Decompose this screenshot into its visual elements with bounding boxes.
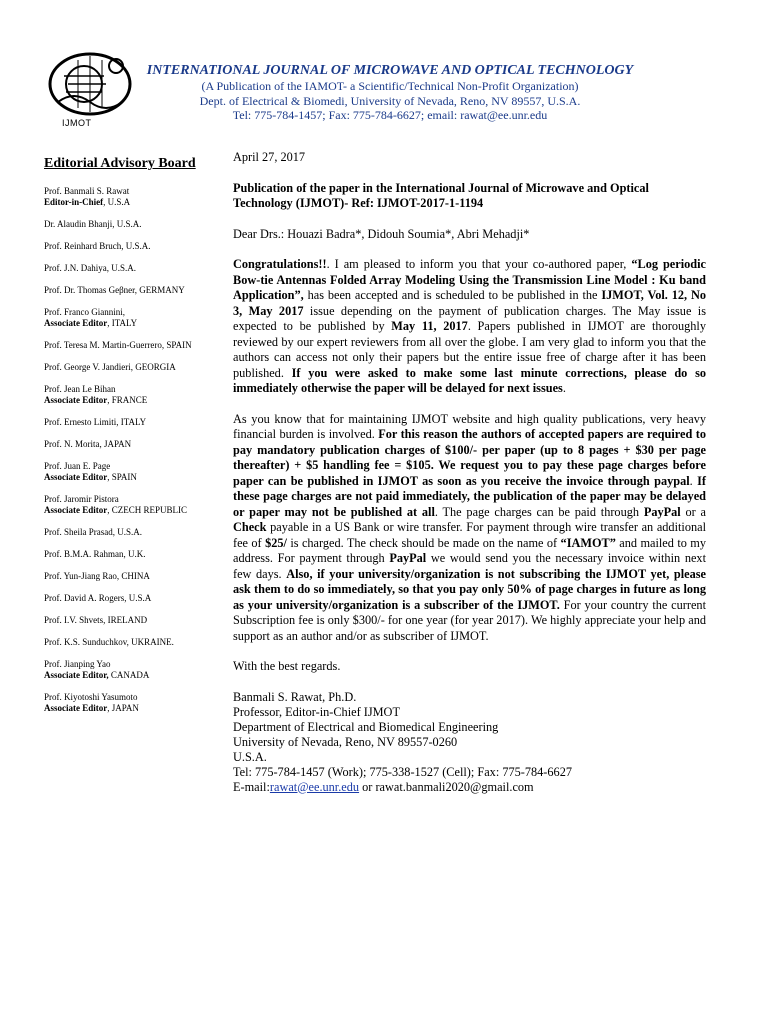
member-role: Associate Editor, FRANCE bbox=[44, 395, 148, 405]
board-heading: Editorial Advisory Board bbox=[44, 156, 196, 171]
member-name: Prof. Kiyotoshi Yasumoto bbox=[44, 692, 138, 702]
member-role: Editor-in-Chief, U.S.A bbox=[44, 197, 131, 207]
member-name: Prof. K.S. Sunduchkov, UKRAINE. bbox=[44, 637, 174, 647]
journal-title: INTERNATIONAL JOURNAL OF MICROWAVE AND OPTICAL TECHNOLOGY bbox=[146, 63, 634, 78]
editorial-board bbox=[44, 156, 224, 725]
member-name: Prof. Ernesto Limiti, ITALY bbox=[44, 417, 147, 427]
address-line: Dept. of Electrical & Biomedi, University of Nevada, Reno, NV 89557, U.S.A. bbox=[199, 93, 581, 108]
board-member bbox=[44, 549, 224, 560]
signer-country: U.S.A. bbox=[233, 749, 267, 764]
board-member bbox=[44, 659, 224, 681]
board-member bbox=[44, 241, 224, 252]
signer-tel: Tel: 775-784-1457 (Work); 775-338-1527 (Cell); Fax: 775-784-6627 bbox=[233, 764, 572, 779]
logo-label: IJMOT bbox=[62, 118, 92, 128]
member-name: Prof. Banmali S. Rawat bbox=[44, 186, 130, 196]
board-member bbox=[44, 362, 224, 373]
board-member bbox=[44, 219, 224, 230]
member-name: Prof. Juan E. Page bbox=[44, 461, 111, 471]
signer-name: Banmali S. Rawat, Ph.D. bbox=[233, 689, 357, 704]
member-role: Associate Editor, CZECH REPUBLIC bbox=[44, 505, 188, 515]
board-member bbox=[44, 417, 224, 428]
letter-body bbox=[233, 150, 706, 795]
letter-subject: Publication of the paper in the International Journal of Microwave and Optical Technology (IJMOT)- Ref: IJMOT-2017-1-1194 bbox=[233, 180, 649, 210]
board-member bbox=[44, 494, 224, 516]
paragraph-acceptance: Congratulations!!. I am pleased to inform you that your co-authored paper, “Log periodic Bow-tie Antennas Folded Array Modeling Using the Transmission Line Model : Ku band Application”, has been accepted and is scheduled to be published in the IJMOT, Vol. 12, No 3, May 2017 issue depending on the payment of publication charges. The May issue is expected to be published by May 11, 2017. Papers published in IJMOT are thoroughly reviewed by our expert reviewers from all over the globe. I am very glad to inform you that the authors can access not only their papers but the entire issue free of charge after it has been published. If you were asked to make some last minute corrections, please do so immediately otherwise the paper will be delayed for next issues. bbox=[233, 257, 707, 395]
publisher-line: (A Publication of the IAMOT- a Scientific/Technical Non-Profit Organization) bbox=[201, 79, 579, 93]
ijmot-logo-icon bbox=[44, 46, 140, 124]
board-member bbox=[44, 186, 224, 208]
board-member bbox=[44, 692, 224, 714]
member-role: Associate Editor, JAPAN bbox=[44, 703, 139, 713]
member-name: Prof. Teresa M. Martin-Guerrero, SPAIN bbox=[44, 340, 192, 350]
signer-dept: Department of Electrical and Biomedical Engineering bbox=[233, 719, 499, 734]
member-name: Prof. N. Morita, JAPAN bbox=[44, 439, 132, 449]
member-name: Prof. David A. Rogers, U.S.A bbox=[44, 593, 152, 603]
member-name: Prof. B.M.A. Rahman, U.K. bbox=[44, 549, 146, 559]
member-name: Prof. J.N. Dahiya, U.S.A. bbox=[44, 263, 136, 273]
board-member bbox=[44, 340, 224, 351]
member-name: Prof. Sheila Prasad, U.S.A. bbox=[44, 527, 142, 537]
board-member bbox=[44, 285, 224, 296]
board-member bbox=[44, 439, 224, 450]
signer-title: Professor, Editor-in-Chief IJMOT bbox=[233, 704, 400, 719]
member-role: Associate Editor, SPAIN bbox=[44, 472, 137, 482]
member-name: Prof. Reinhard Bruch, U.S.A. bbox=[44, 241, 151, 251]
board-member bbox=[44, 571, 224, 582]
member-name: Prof. Jianping Yao bbox=[44, 659, 111, 669]
member-name: Prof. Jaromir Pistora bbox=[44, 494, 119, 504]
board-member bbox=[44, 263, 224, 274]
member-name: Prof. Dr. Thomas Geβner, GERMANY bbox=[44, 285, 185, 295]
board-member bbox=[44, 637, 224, 648]
letterhead bbox=[140, 62, 640, 123]
salutation: Dear Drs.: Houazi Badra*, Didouh Soumia*, Abri Mehadji* bbox=[233, 226, 530, 241]
paragraph-charges: As you know that for maintaining IJMOT website and high quality publications, very heavy financial burden is involved. For this reason the authors of accepted papers are required to pay mandatory publication charges of $100/- per paper (up to 8 pages + $30 per page thereafter) + $5 handling fee = $105. We request you to pay these page charges before paper can be published in IJMOT as soon as you receive the invoice through paypal. If these page charges are not paid immediately, the publication of the paper may be delayed or paper may not be published at all. The page charges can be paid through PayPal or a Check payable in a US Bank or wire transfer. For payment through wire transfer an additional fee of $25/ is charged. The check should be made on the name of “IAMOT” and mailed to my address. For payment through PayPal we would send you the necessary invoice within next few days. Also, if your university/organization is not subscribing the IJMOT yet, please ask them to do so immediately, so that you pay only 50% of page charges in future as long as your university/organization is a subscriber of the IJMOT. For your country the current Subscription fee is only $300/- for one year (for year 2017). We highly appreciate your help and support as an author and/or as subscriber of IJMOT. bbox=[233, 411, 707, 643]
signer-email: E-mail:rawat@ee.unr.edu or rawat.banmali2020@gmail.com bbox=[233, 779, 534, 794]
member-name: Prof. I.V. Shvets, IRELAND bbox=[44, 615, 148, 625]
board-member bbox=[44, 527, 224, 538]
member-name: Prof. Franco Giannini, bbox=[44, 307, 125, 317]
email-link[interactable]: rawat@ee.unr.edu bbox=[269, 779, 360, 794]
member-name: Prof. Jean Le Bihan bbox=[44, 384, 116, 394]
letter-date: April 27, 2017 bbox=[233, 150, 306, 164]
member-name: Prof. George V. Jandieri, GEORGIA bbox=[44, 362, 176, 372]
signer-univ: University of Nevada, Reno, NV 89557-0260 bbox=[233, 734, 458, 749]
member-role: Associate Editor, CANADA bbox=[44, 670, 150, 680]
board-member bbox=[44, 307, 224, 329]
board-member bbox=[44, 593, 224, 604]
contact-line: Tel: 775-784-1457; Fax: 775-784-6627; email: rawat@ee.unr.edu bbox=[232, 108, 548, 122]
board-member bbox=[44, 615, 224, 626]
member-name: Prof. Yun-Jiang Rao, CHINA bbox=[44, 571, 150, 581]
board-member bbox=[44, 384, 224, 406]
member-name: Dr. Alaudin Bhanji, U.S.A. bbox=[44, 219, 142, 229]
board-member bbox=[44, 461, 224, 483]
closing: With the best regards. bbox=[233, 659, 341, 673]
signature-block bbox=[233, 690, 706, 795]
member-role: Associate Editor, ITALY bbox=[44, 318, 138, 328]
